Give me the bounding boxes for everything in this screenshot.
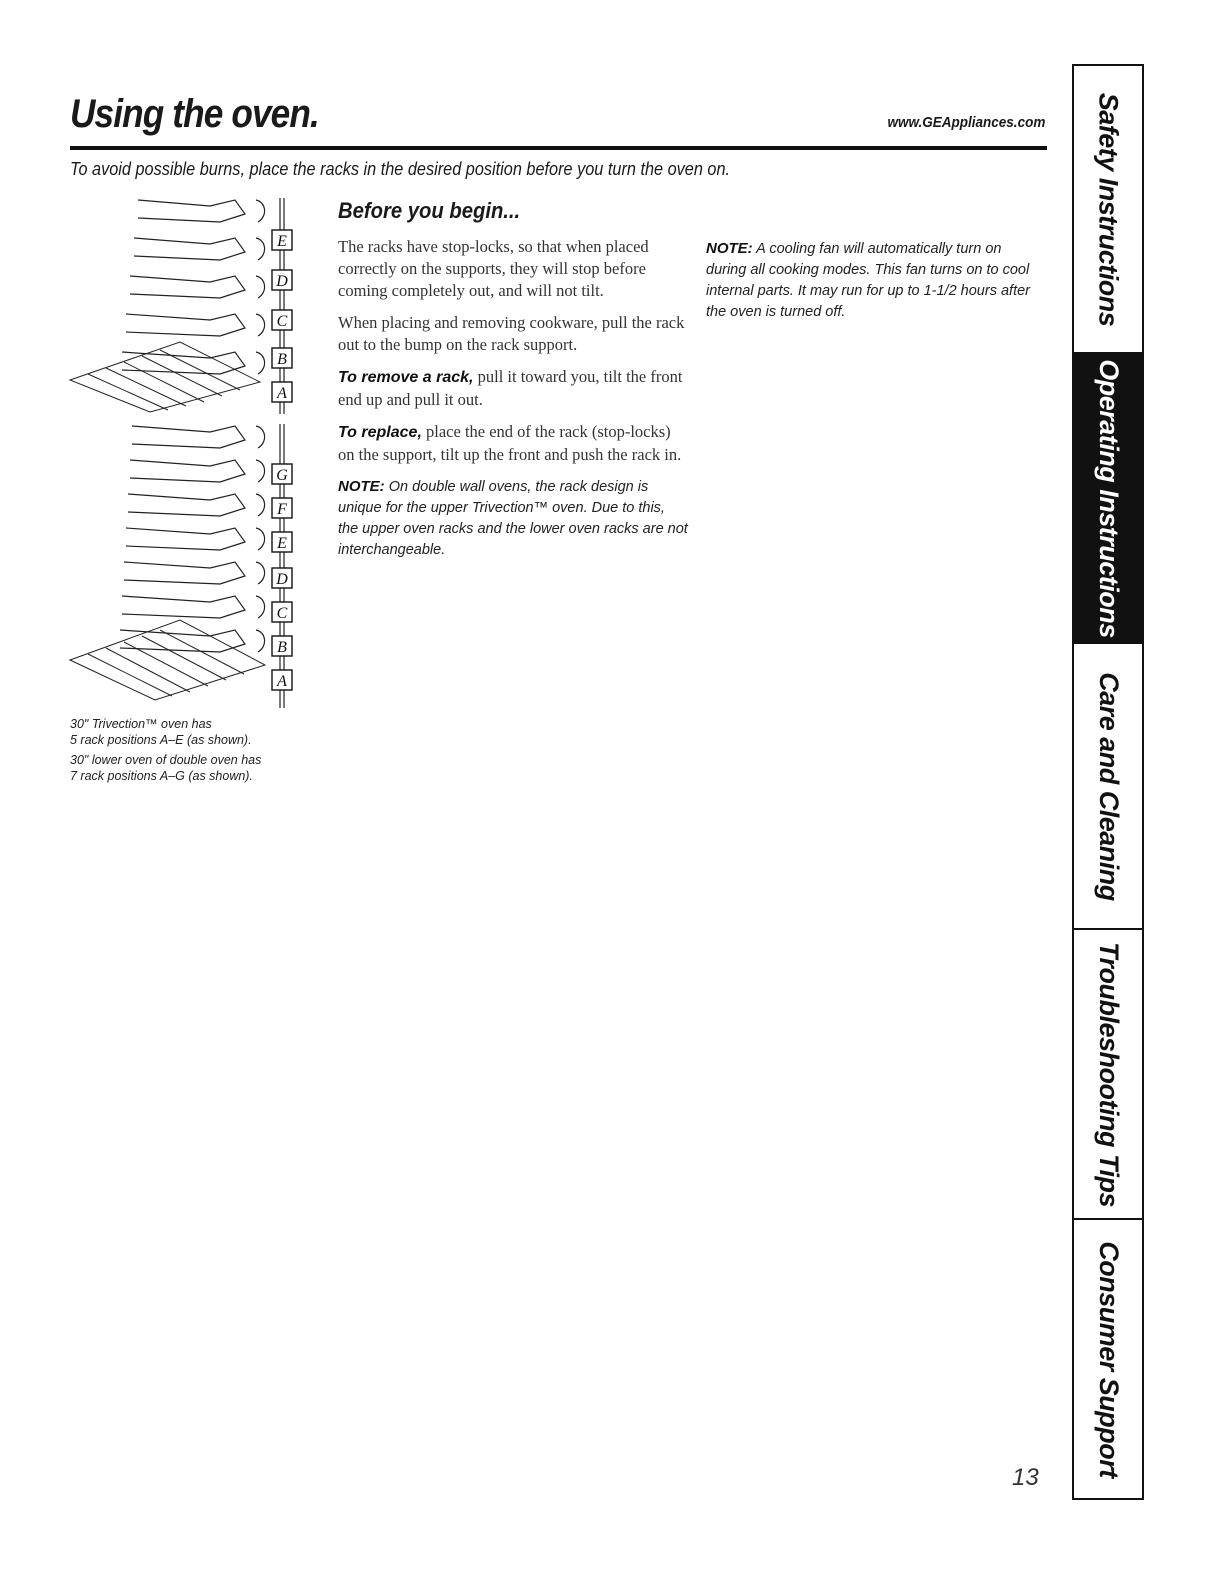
header-rule: [70, 146, 1047, 150]
stop-locks-paragraph: The racks have stop-locks, so that when placed correctly on the supports, they will stop before coming completely out, and will not tilt.: [338, 237, 649, 300]
tab-label: Safety Instructions: [1093, 92, 1124, 326]
double-oven-note: NOTE: On double wall ovens, the rack design is unique for the upper Trivection™ oven. Due to this, the upper oven racks and the lower oven racks are not interchangeable.: [338, 478, 688, 558]
rack-label: G: [276, 467, 288, 484]
rack-label: B: [277, 639, 287, 656]
rack-supports: [120, 426, 245, 652]
tab-label: Consumer Support: [1093, 1240, 1124, 1478]
website-url: www.GEAppliances.com: [887, 114, 1045, 131]
page-title: Using the oven.: [70, 92, 319, 136]
rack-label: A: [277, 385, 287, 402]
cooling-fan-note: NOTE: A cooling fan will automatically turn on during all cooking modes. This fan turns on to cool internal parts. It may run for up to 1-1/2 hours after the oven is turned off.: [706, 240, 1030, 320]
rack-label: F: [277, 501, 287, 518]
figure-caption: [70, 716, 310, 788]
caption-double-oven: 30" lower oven of double oven has 7 rack positions A–G (as shown).: [70, 753, 262, 783]
page-number: 13: [1012, 1464, 1039, 1491]
tab-care-and-cleaning[interactable]: [1074, 644, 1142, 930]
rack-label: C: [276, 605, 288, 622]
rack-label: D: [276, 273, 288, 290]
rack-label: C: [276, 313, 288, 330]
rack-label: B: [277, 351, 287, 368]
section-tab-bar: [1072, 64, 1144, 1500]
seven-rack-oven-illustration: [60, 420, 300, 710]
cookware-paragraph: When placing and removing cookware, pull the rack out to the bump on the rack support.: [338, 313, 685, 354]
tab-label: Operating Instructions: [1093, 358, 1124, 638]
caption-trivection: 30" Trivection™ oven has 5 rack positions A–E (as shown).: [70, 717, 252, 747]
rack-label: A: [277, 673, 287, 690]
tab-consumer-support[interactable]: [1074, 1220, 1142, 1498]
replace-rack-lead: To replace,: [338, 424, 422, 441]
intro-warning: To avoid possible burns, place the racks in the desired position before you turn the oven on.: [70, 158, 731, 179]
tab-troubleshooting-tips[interactable]: [1074, 930, 1142, 1220]
remove-rack-paragraph: To remove a rack, pull it toward you, tilt the front end up and pull it out.: [338, 367, 683, 409]
section-heading: Before you begin...: [338, 198, 521, 223]
main-column: [338, 198, 688, 561]
tab-safety-instructions[interactable]: [1074, 66, 1142, 354]
five-rack-oven-illustration: [60, 192, 300, 417]
tab-label: Care and Cleaning: [1093, 671, 1124, 901]
rack-label: E: [277, 233, 287, 250]
rack-supports: [122, 200, 245, 374]
tab-operating-instructions[interactable]: [1074, 354, 1142, 644]
right-column: [706, 238, 1041, 323]
note-label: NOTE:: [338, 478, 385, 495]
tab-label: Troubleshooting Tips: [1093, 941, 1124, 1207]
remove-rack-lead: To remove a rack,: [338, 369, 474, 386]
note-label: NOTE:: [706, 240, 753, 257]
rack-label: D: [276, 571, 288, 588]
replace-rack-paragraph: To replace, place the end of the rack (stop-locks) on the support, tilt up the front and push the rack in.: [338, 422, 682, 464]
rack-label: E: [277, 535, 287, 552]
